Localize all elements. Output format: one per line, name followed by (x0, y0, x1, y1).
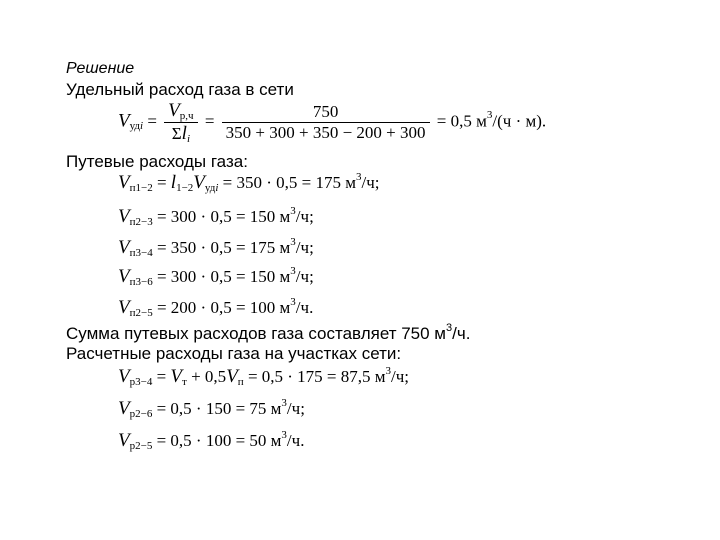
specific-flow-formula: $V_{удi}$ = $\frac{V_{р,ч}}{\Sigma l_i}$ = $\frac{750}{350 + 300 + 350 - 200 + 300}$ = 0,5 $м^3/(ч \cdot м)$. (118, 100, 547, 145)
path-flow-eq-4: $V_{п3-6} = 300 \cdot 0,5 = 150$ $м^3/ч$; (118, 265, 314, 288)
sum-statement: Сумма путевых расходов газа составляет 750 $м^3/ч$. (66, 322, 471, 343)
specific-flow-title: Удельный расход газа в сети (66, 80, 294, 99)
subscript: удi (129, 120, 144, 133)
path-flow-eq-2: $V_{п2-3} = 300 \cdot 0,5 = 150$ $м^3/ч$; (118, 205, 314, 228)
solution-heading: Решение (66, 60, 135, 77)
calc-flows-title: Расчетные расходы газа на участках сети: (66, 344, 402, 363)
calc-flow-eq-3: $V_{р2-5} = 0,5 \cdot 100 = 50$ $м^3/ч$. (118, 429, 305, 452)
path-flow-eq-5: $V_{п2-5} = 200 \cdot 0,5 = 100$ $м^3/ч$. (118, 296, 314, 319)
calc-flow-eq-2: $V_{р2-6} = 0,5 \cdot 150 = 75$ $м^3/ч$; (118, 397, 305, 420)
specific-result: = 0,5 м (436, 111, 487, 131)
calc-flow-eq-1: $V_{р3-4} = V_т + 0,5V_п = 0,5 \cdot 175 = 87,5$ $м^3/ч$; (118, 365, 410, 388)
fraction-numeric: $\frac{750}{350 + 300 + 350 - 200 + 300}$ (222, 102, 430, 143)
fraction-symbolic: $\frac{V_{р,ч}}{\Sigma l_i}$ (164, 100, 197, 145)
path-flow-eq-1: $V_{п1-2} = l_{1-2}V_{удi} = 350 \cdot 0,5 = 175$ $м^3/ч$; (118, 171, 380, 194)
var-v: V (118, 110, 130, 132)
path-flows-title: Путевые расходы газа: (66, 152, 248, 171)
path-flow-eq-3: $V_{п3-4} = 350 \cdot 0,5 = 175$ $м^3/ч$; (118, 236, 314, 259)
